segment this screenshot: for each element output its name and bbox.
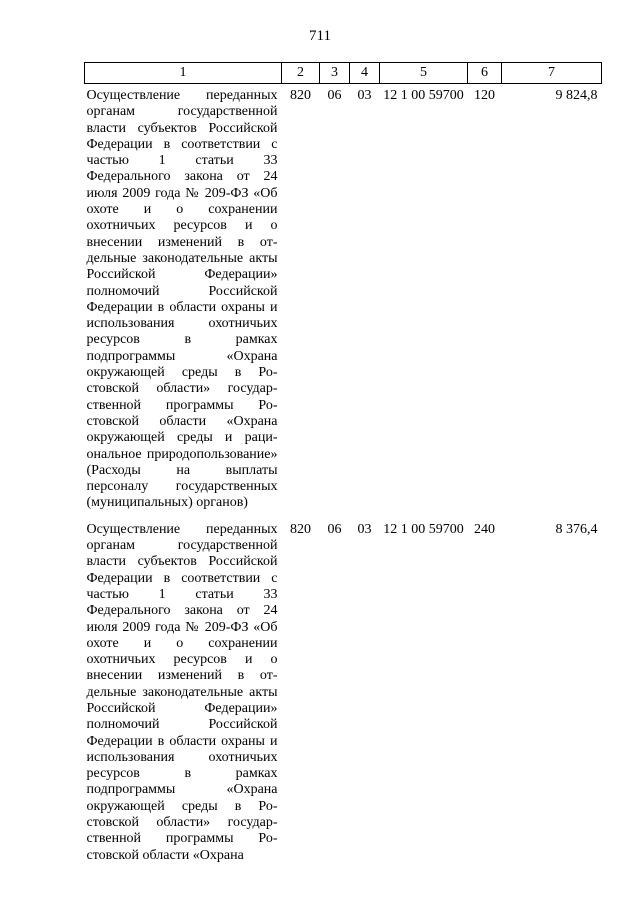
table-row xyxy=(85,518,602,870)
row-expense-type: 120 xyxy=(474,88,495,103)
row-amount: 9 824,8 xyxy=(555,88,598,103)
row-subsection-code: 03 xyxy=(357,521,372,537)
column-header-1: 1 xyxy=(85,63,282,84)
row-ministry-code: 820 xyxy=(290,521,311,537)
row-target-article: 12 1 00 59700 xyxy=(383,521,464,537)
page-number: 711 xyxy=(309,28,331,44)
table-row xyxy=(85,84,602,518)
row-subsection-code: 03 xyxy=(357,88,372,103)
budget-table xyxy=(84,62,602,870)
row-amount: 8 376,4 xyxy=(555,521,598,537)
column-header-7: 7 xyxy=(502,63,602,84)
column-header-4: 4 xyxy=(350,63,380,84)
row-description: Осуществление переданных органам государственной власти субъектов Российской Федерации в соответствии с частью 1 статьи 33 Федерального закона от 24 июля 2009 года № 209-ФЗ «Об охоте и о сохранении охотничьих ресурсов и о внесении изменений в отдельные законодательные акты Российской Федерации» полномочий Российской Федерации в области охраны и использования охотничьих ресурсов в рамках подпрограммы «Охрана окружающей среды в Ростовской области» государственной программы Ростовской области «Охрана xyxy=(86,521,278,863)
column-header-3: 3 xyxy=(320,63,350,84)
column-header-5: 5 xyxy=(380,63,468,84)
column-header-6: 6 xyxy=(468,63,502,84)
row-expense-type: 240 xyxy=(474,521,495,537)
row-description: Осуществление переданных органам государственной власти субъектов Российской Федерации в соответствии с частью 1 статьи 33 Федерального закона от 24 июля 2009 года № 209-ФЗ «Об охоте и о сохранении охотничьих ресурсов и о внесении изменений в отдельные законодательные акты Российской Федерации» полномочий Российской Федерации в области охраны и использования охотничьих ресурсов в рамках подпрограммы «Охрана окружающей среды в Ростовской области» государственной программы Ростовской области «Охрана окружающей среды и рациональное природопользование» (Расходы на выплаты персоналу государственных (муниципальных) органов) xyxy=(86,88,278,511)
column-header-2: 2 xyxy=(282,63,320,84)
table-header-row xyxy=(85,63,602,84)
row-section-code: 06 xyxy=(327,521,342,537)
row-target-article: 12 1 00 59700 xyxy=(383,88,464,103)
row-section-code: 06 xyxy=(327,88,342,103)
row-ministry-code: 820 xyxy=(290,88,311,103)
